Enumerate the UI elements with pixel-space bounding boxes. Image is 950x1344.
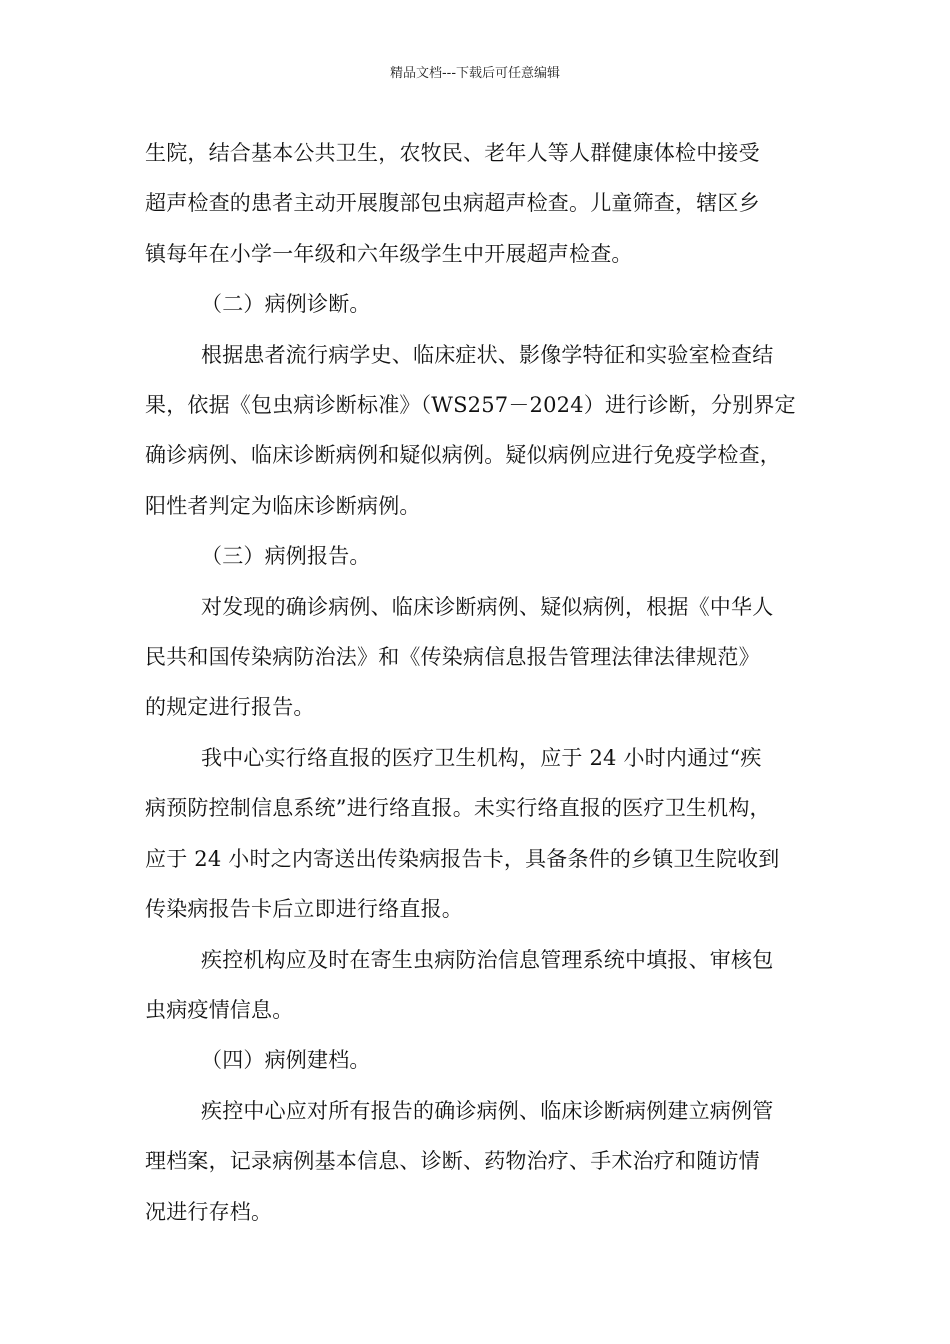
- text-line: 我中心实行络直报的医疗卫生机构，应于 24 小时内通过“疾: [201, 745, 762, 770]
- page-header: 精品文档---下载后可任意编辑: [389, 66, 561, 81]
- text-line: 病预防控制信息系统”进行络直报。未实行络直报的医疗卫生机构，: [145, 796, 771, 821]
- text-line: 民共和国传染病防治法》和《传染病信息报告管理法律法律规范》: [145, 645, 760, 670]
- text-line: 疾控机构应及时在寄生虫病防治信息管理系统中填报、审核包: [201, 947, 774, 972]
- text-line: 确诊病例、临床诊断病例和疑似病例。疑似病例应进行免疫学检查，: [145, 443, 781, 468]
- text-line: 应于 24 小时之内寄送出传染病报告卡，具备条件的乡镇卫生院收到: [145, 846, 780, 871]
- text-line: 况进行存档。: [145, 1199, 273, 1224]
- text-line: 阳性者判定为临床诊断病例。: [145, 493, 421, 518]
- text-line: 疾控中心应对所有报告的确诊病例、临床诊断病例建立病例管: [201, 1098, 774, 1123]
- document-body: [145, 128, 810, 1237]
- section-heading-archive: （四）病例建档。: [201, 1048, 371, 1073]
- text-line: 理档案，记录病例基本信息、诊断、药物治疗、手术治疗和随访情: [145, 1149, 760, 1174]
- section-heading-report: （三）病例报告。: [201, 544, 371, 569]
- text-line: 虫病疫情信息。: [145, 997, 294, 1022]
- text-line: 对发现的确诊病例、临床诊断病例、疑似病例，根据《中华人: [201, 594, 774, 619]
- text-line: 传染病报告卡后立即进行络直报。: [145, 897, 463, 922]
- text-line: 超声检查的患者主动开展腹部包虫病超声检查。儿童筛查，辖区乡: [145, 191, 760, 216]
- text-line: 根据患者流行病学史、临床症状、影像学特征和实验室检查结: [201, 342, 774, 367]
- text-line: 果，依据《包虫病诊断标准》（WS257－2024）进行诊断，分别界定: [145, 393, 796, 418]
- text-line: 的规定进行报告。: [145, 695, 315, 720]
- text-line: 生院，结合基本公共卫生，农牧民、老年人等人群健康体检中接受: [145, 141, 760, 165]
- text-line: 镇每年在小学一年级和六年级学生中开展超声检查。: [145, 241, 633, 266]
- section-heading-diagnosis: （二）病例诊断。: [201, 292, 371, 317]
